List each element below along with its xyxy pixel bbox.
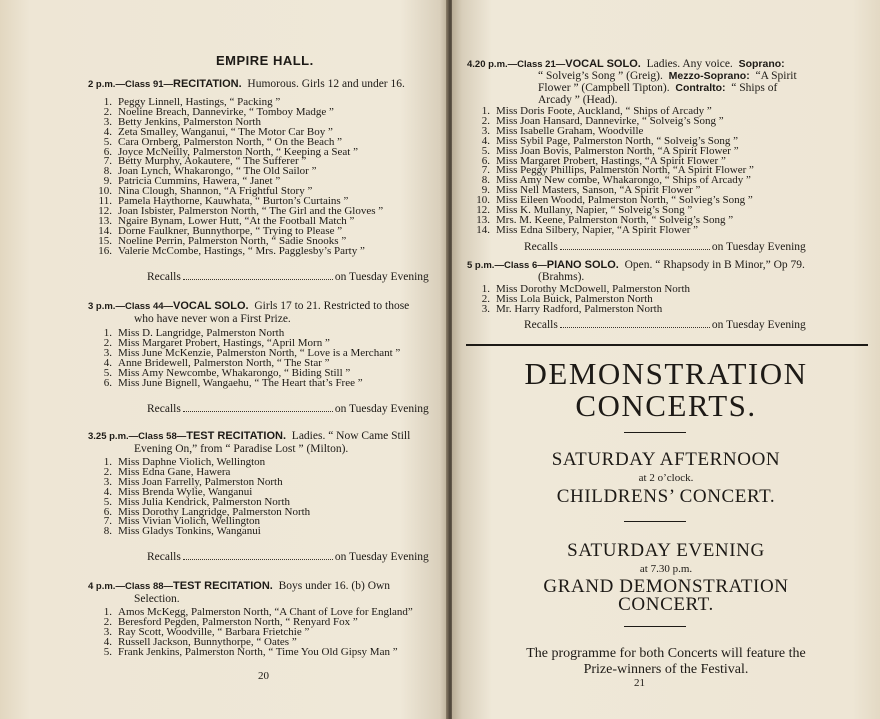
- entry-number: 7.: [481, 164, 490, 177]
- entry-text: Miss Julia Kendrick, Palmerston North: [118, 495, 291, 508]
- class-number: —Class 58—: [128, 431, 187, 442]
- entry-text: Miss Peggy Phillips, Palmerston North, “A Spirit Flower ”: [496, 164, 754, 177]
- recalls-line: [147, 550, 429, 563]
- recalls-label: Recalls: [147, 271, 181, 283]
- right-page: [452, 0, 880, 719]
- entry-text: Pamela Haythorne, Kauwhata, “ Burton’s Curtains ”: [118, 195, 349, 208]
- entry-number: 4.: [481, 134, 490, 147]
- entry-number: 1.: [103, 327, 112, 339]
- entry-text: Miss Vivian Violich, Wellington: [118, 515, 261, 528]
- entry-number: 4.: [103, 125, 112, 138]
- dotted-leader: [183, 402, 333, 412]
- entry-list-class-88: [98, 608, 413, 658]
- entry-number: 1.: [481, 283, 490, 295]
- class-title: TEST RECITATION.: [186, 430, 287, 442]
- entry-text: Patricia Cummins, Hawera, “ Janet ”: [118, 175, 281, 188]
- entry-number: 3.: [103, 346, 112, 359]
- entry-number: 9.: [481, 184, 490, 197]
- dotted-leader: [560, 240, 710, 250]
- entry-text: Miss Joan Hansard, Dannevirke, “ Solveig’s Song ”: [496, 114, 724, 127]
- entry-text: Noeline Perrin, Palmerston North, “ Sadie Snooks ”: [118, 234, 347, 247]
- entry-text: Miss D. Langridge, Palmerston North: [118, 327, 285, 339]
- entry-number: 2.: [481, 114, 490, 127]
- soprano-label: Soprano:: [738, 58, 785, 70]
- recalls-label: Recalls: [147, 403, 181, 415]
- entry-text: Miss Joan Farrelly, Palmerston North: [118, 475, 283, 488]
- entry-number: 6.: [481, 154, 490, 167]
- afternoon-concert: CHILDRENS’ CONCERT.: [556, 486, 776, 507]
- page-number: 21: [634, 677, 645, 689]
- class-44-header: [88, 300, 409, 313]
- entry-text: Miss Isabelle Graham, Woodville: [496, 124, 644, 137]
- entry-number: 2.: [103, 336, 112, 349]
- recalls-line: [147, 270, 429, 283]
- class-time: 3 p.m.: [88, 301, 116, 312]
- entry-number: 1.: [103, 456, 112, 468]
- entry-text: Miss Lola Buick, Palmerston North: [496, 292, 653, 305]
- programme-note-line1: The programme for both Concerts will feature the: [526, 646, 806, 661]
- recalls-line: [524, 240, 806, 253]
- entry-number: 9.: [103, 175, 112, 188]
- entry-number: 5.: [103, 645, 112, 658]
- entry-text: Joan Isbister, Palmerston North, “ The Girl and the Gloves ”: [118, 204, 384, 217]
- entry-text: Miss Amy Newcombe, Whakarongo, “ Biding Still ”: [118, 366, 351, 379]
- short-rule: [624, 521, 686, 522]
- entry-text: Miss Brenda Wylie, Wanganui: [118, 485, 253, 498]
- entry-number: 8.: [103, 165, 112, 178]
- entry-list-class-91: [98, 98, 383, 257]
- class-title: VOCAL SOLO.: [565, 58, 641, 70]
- class-description-cont: Selection.: [134, 593, 180, 605]
- venue-title: EMPIRE HALL.: [216, 53, 314, 68]
- class-title: PIANO SOLO.: [546, 259, 619, 271]
- class-title: TEST RECITATION.: [173, 580, 273, 592]
- entry-text: Miss Dorothy McDowell, Palmerston North: [496, 283, 691, 295]
- afternoon-time: at 2 o’clock.: [638, 472, 694, 484]
- entry-number: 14.: [98, 224, 112, 237]
- class-description-cont: Arcady ” (Head).: [538, 94, 618, 106]
- entry-number: 13.: [98, 214, 112, 227]
- class-description-cont: (Brahms).: [538, 271, 585, 283]
- entry-text: Miss Eileen Woodd, Palmerston North, “ Solvieg’s Song ”: [496, 194, 753, 207]
- entry-text: Miss June McKenzie, Palmerston North, “ Love is a Merchant ”: [118, 346, 401, 359]
- class-88-header: [88, 580, 390, 593]
- demonstration-title-line1: DEMONSTRATION: [524, 356, 808, 391]
- dotted-leader: [183, 550, 333, 560]
- class-description: Humorous. Girls 12 and under 16.: [247, 78, 405, 90]
- entry-text: Dorne Faulkner, Bunnythorpe, “ Trying to Please ”: [118, 224, 343, 237]
- recalls-suffix: on Tuesday Evening: [334, 551, 429, 563]
- afternoon-heading: SATURDAY AFTERNOON: [551, 449, 781, 470]
- entry-number: 4.: [103, 635, 112, 648]
- class-description-cont: [538, 70, 797, 82]
- entry-text: Miss Nell Masters, Sanson, “A Spirit Flower ”: [496, 184, 701, 197]
- contralto-label: Contralto:: [675, 82, 726, 94]
- entry-number: 2.: [481, 292, 490, 305]
- entry-text: Miss Dorothy Langridge, Palmerston North: [118, 505, 311, 518]
- list-item: [476, 302, 690, 315]
- entry-number: 8.: [481, 174, 490, 187]
- entry-number: 2.: [103, 105, 112, 118]
- entry-text: Miss K. Mullany, Napier, “ Solveig’s Song ”: [496, 204, 693, 217]
- evening-concert-line1: GRAND DEMONSTRATION: [543, 576, 789, 597]
- entry-number: 5.: [103, 135, 112, 148]
- class-58-header: [88, 430, 410, 443]
- recalls-label: Recalls: [147, 551, 181, 563]
- class-time: 2 p.m.: [88, 79, 116, 90]
- recalls-suffix: on Tuesday Evening: [334, 403, 429, 415]
- entry-text: Betty Murphy, Aokautere, “ The Sufferer ”: [118, 155, 307, 168]
- entry-text: Miss Edna Gane, Hawera: [118, 465, 231, 478]
- mezzo-piece: “A Spirit: [755, 70, 797, 82]
- demonstration-title-line2: CONCERTS.: [575, 388, 757, 423]
- entry-number: 2.: [103, 615, 112, 628]
- entry-number: 3.: [103, 115, 112, 128]
- entry-text: Miss Gladys Tonkins, Wanganui: [118, 525, 261, 538]
- entry-number: 13.: [476, 213, 490, 226]
- entry-number: 3.: [103, 625, 112, 638]
- evening-time: at 7.30 p.m.: [639, 563, 693, 575]
- class-number: —Class 6—: [494, 260, 547, 271]
- dotted-leader: [183, 270, 333, 280]
- class-description: Ladies. “ Now Came Still: [291, 430, 411, 442]
- entry-number: 1.: [481, 105, 490, 117]
- entry-number: 14.: [476, 223, 490, 236]
- entry-number: 6.: [103, 505, 112, 518]
- entry-text: Zeta Smalley, Wanganui, “ The Motor Car Boy ”: [118, 125, 333, 138]
- recalls-suffix: on Tuesday Evening: [711, 319, 806, 331]
- entry-text: Valerie McCombe, Hastings, “ Mrs. Pagglesby’s Party ”: [118, 244, 365, 257]
- entry-number: 15.: [98, 234, 112, 247]
- entry-text: Beresford Pegden, Palmerston North, “ Renyard Fox ”: [118, 615, 358, 628]
- class-title: VOCAL SOLO.: [173, 300, 249, 312]
- entry-list-class-44: [98, 329, 400, 388]
- entry-text: Cara Ornberg, Palmerston North, “ On the Beach ”: [118, 135, 343, 148]
- entry-number: 5.: [103, 495, 112, 508]
- page-number: 20: [258, 670, 269, 682]
- recalls-label: Recalls: [524, 319, 558, 331]
- entry-text: Peggy Linnell, Hastings, “ Packing ”: [118, 96, 281, 108]
- entry-number: 4.: [103, 485, 112, 498]
- entry-text: Miss Joan Bovis, Palmerston North, “A Spirit Flower ”: [496, 144, 739, 157]
- entry-number: 3.: [481, 302, 490, 315]
- entry-text: Russell Jackson, Bunnythorpe, “ Oates ”: [118, 635, 297, 648]
- class-time: 4.20 p.m.: [467, 59, 508, 70]
- entry-list-class-6: [476, 285, 690, 315]
- entry-text: Frank Jenkins, Palmerston North, “ Time You Old Gipsy Man ”: [118, 645, 398, 658]
- recalls-suffix: on Tuesday Evening: [334, 271, 429, 283]
- class-title: RECITATION.: [173, 78, 242, 90]
- soprano-piece: “ Solveig’s Song ” (Greig).: [538, 70, 663, 82]
- entry-text: Ray Scott, Woodville, “ Barbara Frietchie ”: [118, 625, 310, 638]
- entry-text: Miss Doris Foote, Auckland, “ Ships of Arcady ”: [496, 105, 712, 117]
- short-rule: [624, 626, 686, 627]
- class-time: 4 p.m.: [88, 581, 116, 592]
- entry-number: 10.: [476, 194, 490, 207]
- entry-list-class-58: [98, 458, 310, 537]
- class-description: Boys under 16. (b) Own: [278, 580, 391, 592]
- entry-number: 8.: [103, 525, 112, 538]
- entry-number: 5.: [481, 144, 490, 157]
- entry-list-class-21: [476, 107, 754, 236]
- class-number: —Class 91—: [115, 79, 174, 90]
- entry-text: Betty Jenkins, Palmerston North: [118, 115, 261, 128]
- list-item: [98, 244, 383, 257]
- entry-text: Nina Clough, Shannon, “A Frightful Story ”: [118, 185, 313, 198]
- entry-text: Miss Amy New combe, Whakarongo, “ Ships of Arcady ”: [496, 174, 751, 187]
- class-description: Open. “ Rhapsody in B Minor,” Op 79.: [624, 259, 805, 271]
- mezzo-label: Mezzo-Soprano:: [668, 70, 750, 82]
- class-time: 3.25 p.m.: [88, 431, 129, 442]
- entry-number: 12.: [98, 204, 112, 217]
- class-description-cont: [538, 82, 777, 94]
- entry-text: Mr. Harry Radford, Palmerston North: [496, 302, 663, 315]
- entry-text: Noeline Breach, Dannevirke, “ Tomboy Madge ”: [118, 105, 334, 118]
- entry-number: 1.: [103, 96, 112, 108]
- entry-number: 7.: [103, 515, 112, 528]
- recalls-line: [147, 402, 429, 415]
- class-91-header: [88, 78, 405, 91]
- entry-text: Miss Margaret Probert, Hastings, “A Spirit Flower ”: [496, 154, 726, 167]
- entry-number: 2.: [103, 465, 112, 478]
- entry-text: Miss Margaret Probert, Hastings, “April Morn ”: [118, 336, 330, 349]
- recalls-label: Recalls: [524, 241, 558, 253]
- entry-text: Ngaire Bynam, Lower Hutt, “At the Football Match ”: [118, 214, 355, 227]
- entry-text: Miss Edna Silbery, Napier, “A Spirit Flower ”: [496, 223, 699, 236]
- entry-number: 11.: [98, 195, 112, 208]
- class-description-cont: who have never won a First Prize.: [134, 313, 291, 325]
- entry-text: Anne Bridewell, Palmerston North, “ The Star ”: [118, 356, 330, 369]
- list-item: [476, 223, 754, 236]
- dotted-leader: [560, 318, 710, 328]
- entry-text: Miss Daphne Violich, Wellington: [118, 456, 266, 468]
- entry-text: Mrs. M. Keene, Palmerston North, “ Solveig’s Song ”: [496, 213, 734, 226]
- entry-text: Joyce McNeilly, Palmerston North, “ Keeping a Seat ”: [118, 145, 358, 158]
- entry-number: 1.: [103, 606, 112, 618]
- entry-number: 3.: [481, 124, 490, 137]
- entry-text: Amos McKegg, Palmerston North, “A Chant of Love for England”: [118, 606, 413, 618]
- evening-heading: SATURDAY EVENING: [567, 540, 765, 561]
- entry-number: 5.: [103, 366, 112, 379]
- class-number: —Class 21—: [507, 59, 566, 70]
- class-description: Girls 17 to 21. Restricted to those: [254, 300, 410, 312]
- list-item: [98, 527, 310, 537]
- entry-number: 16.: [98, 244, 112, 257]
- list-item: [98, 376, 400, 389]
- entry-number: 10.: [98, 185, 112, 198]
- mezzo-piece-cont: Flower ” (Campbell Tipton).: [538, 82, 670, 94]
- entry-number: 3.: [103, 475, 112, 488]
- class-number: —Class 44—: [115, 301, 174, 312]
- class-number: —Class 88—: [115, 581, 174, 592]
- class-6-header: [467, 259, 805, 272]
- evening-concert-line2: CONCERT.: [618, 594, 714, 615]
- entry-number: 12.: [476, 204, 490, 217]
- entry-number: 7.: [103, 155, 112, 168]
- entry-number: 6.: [103, 145, 112, 158]
- class-description-cont: Evening On,” from “ Paradise Lost ” (Milton).: [134, 443, 349, 455]
- entry-number: 4.: [103, 356, 112, 369]
- short-rule: [624, 432, 686, 433]
- class-time: 5 p.m.: [467, 260, 495, 271]
- recalls-suffix: on Tuesday Evening: [711, 241, 806, 253]
- entry-text: Miss Sybil Page, Palmerston North, “ Solveig’s Song ”: [496, 134, 738, 147]
- section-divider: [466, 344, 868, 346]
- class-description: Ladies. Any voice.: [646, 58, 733, 70]
- entry-number: 6.: [103, 376, 112, 389]
- contralto-piece: “ Ships of: [731, 82, 778, 94]
- programme-note-line2: Prize-winners of the Festival.: [583, 662, 749, 677]
- entry-text: Joan Lynch, Whakarongo, “ The Old Sailor ”: [118, 165, 317, 178]
- list-item: [98, 645, 413, 658]
- entry-text: Miss June Bignell, Wangaehu, “ The Heart that’s Free ”: [118, 376, 363, 389]
- recalls-line: [524, 318, 806, 331]
